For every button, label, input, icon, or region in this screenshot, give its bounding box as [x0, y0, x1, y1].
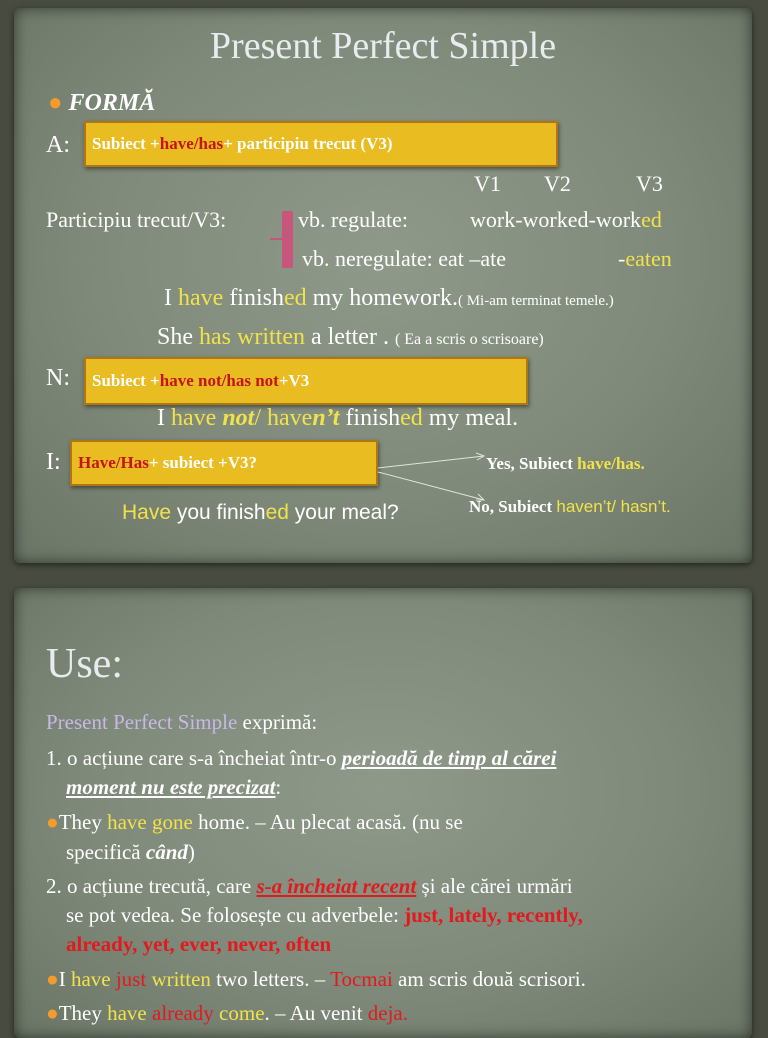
irregular-pp: -eaten: [618, 246, 672, 271]
regular-example: work-worked-worked: [470, 207, 662, 232]
slide-use: [14, 588, 752, 1038]
use-2-line1: 2. o acțiune trecută, care s-a încheiat recent și ale cărei urmări: [46, 874, 573, 898]
example-negative: I have not/ haven’t finished my meal.: [157, 405, 519, 431]
forma-heading: ● FORMĂ: [48, 90, 156, 116]
yes-answer: Yes, Subiect have/has.: [486, 454, 645, 473]
affirmative-formula-box: Subiect + have/has + participiu trecut (V3): [84, 121, 558, 167]
slide-title: Present Perfect Simple: [209, 25, 557, 67]
participiu-label: Participiu trecut/V3:: [46, 207, 227, 232]
interrogative-label: I:: [46, 449, 61, 475]
regular-verbs: vb. regulate:: [298, 207, 408, 232]
use-intro: Present Perfect Simple exprimă:: [46, 710, 318, 734]
irregular-verbs: vb. neregulate: eat –ate: [302, 246, 507, 271]
bullet-icon: ●: [46, 967, 59, 991]
example-affirmative-1: I have finished my homework.( Mi-am terminat temele.): [164, 285, 614, 311]
bullet-example-2: ●I have just written two letters. – Tocmai am scris două scrisori.: [46, 967, 586, 991]
bullet-example-1: ●They have gone home. – Au plecat acasă. (nu se: [46, 810, 463, 834]
brace-tick: [270, 238, 282, 240]
affirmative-label: A:: [46, 132, 70, 158]
use-2-line2: se pot vedea. Se folosește cu adverbele: just, lately, recently,: [66, 903, 583, 927]
use-1-line1: 1. o acțiune care s-a încheiat într-o perioadă de timp al cărei: [46, 746, 557, 770]
example-interrogative: Have you finished your meal?: [122, 501, 399, 524]
example-affirmative-2: She has written a letter . ( Ea a scris o scrisoare): [157, 324, 544, 350]
negative-formula-box: Subiect + have not/has not +V3: [84, 357, 528, 405]
brace-marker: [282, 211, 293, 268]
bullet-icon: ●: [46, 1001, 59, 1025]
bullet-example-3: ●They have already come. – Au venit deja.: [46, 1001, 409, 1025]
slide-form: [14, 8, 752, 563]
negative-label: N:: [46, 365, 70, 391]
slide-title: Use:: [46, 641, 123, 687]
use-1-line2: moment nu este precizat:: [66, 775, 282, 799]
bullet-icon: ●: [46, 810, 59, 834]
v1-label: V1: [474, 171, 501, 196]
v2-label: V2: [544, 171, 571, 196]
v3-label: V3: [636, 171, 663, 196]
bullet-icon: ●: [48, 90, 63, 116]
use-2-line3: already, yet, ever, never, often: [66, 932, 332, 956]
interrogative-formula-box: Have/Has + subiect +V3?: [70, 440, 378, 486]
bullet-example-1-cont: specifică când): [66, 840, 195, 864]
no-answer: No, Subiect haven’t/ hasn’t.: [469, 497, 671, 516]
